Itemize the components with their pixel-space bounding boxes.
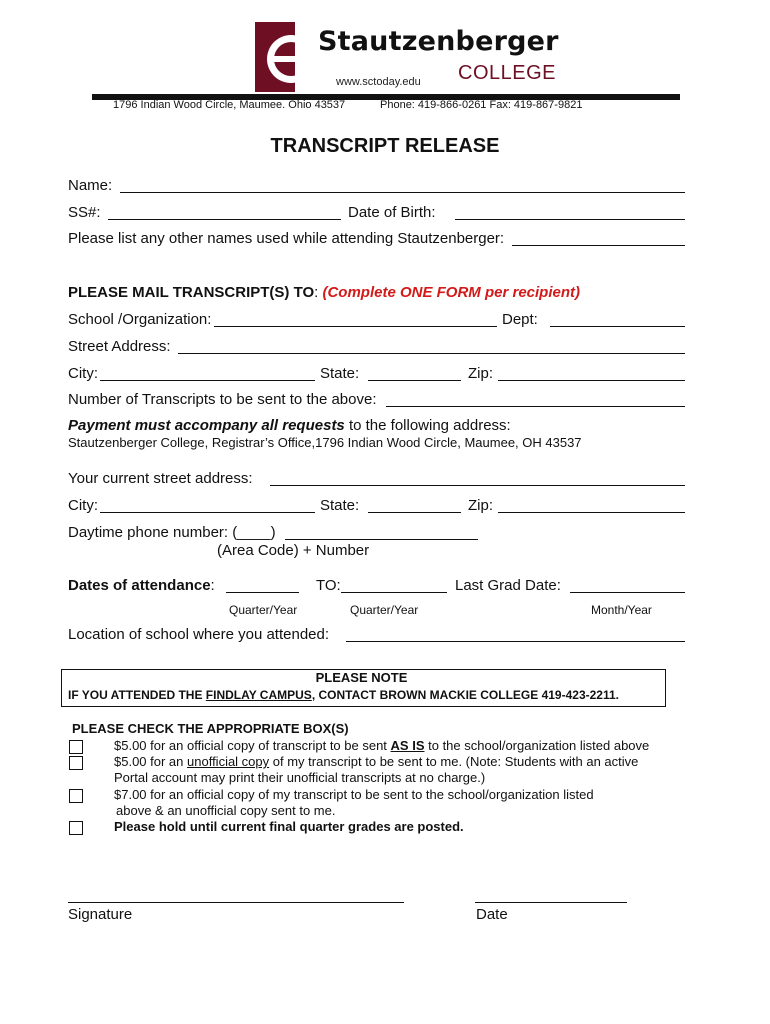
please-note-heading: PLEASE NOTE: [315, 670, 408, 685]
attendance-from-field[interactable]: [226, 592, 299, 593]
last-grad-label: Last Grad Date:: [455, 577, 561, 594]
options-heading: PLEASE CHECK THE APPROPRIATE BOX(S): [72, 721, 349, 736]
page-title: TRANSCRIPT RELEASE: [270, 135, 500, 157]
header-address: 1796 Indian Wood Circle, Maumee. Ohio 43537: [113, 99, 346, 111]
school-label: School /Organization:: [68, 311, 212, 328]
req-city-label: City:: [68, 497, 98, 514]
transcript-count-field[interactable]: [386, 406, 685, 407]
req-state-field[interactable]: [368, 512, 461, 513]
notice-post: , CONTACT BROWN MACKIE COLLEGE 419-423-2211.: [311, 688, 619, 702]
date-field[interactable]: [475, 902, 627, 903]
last-grad-field[interactable]: [570, 592, 685, 593]
name-field[interactable]: [120, 192, 685, 193]
option-3-checkbox[interactable]: [69, 789, 83, 803]
hint-grad: Month/Year: [591, 603, 652, 617]
college-logo-icon: [255, 22, 317, 92]
hint-to: Quarter/Year: [350, 603, 419, 617]
please-note-text: [68, 688, 619, 702]
req-state-label: State:: [320, 497, 360, 514]
current-street-label: Your current street address:: [68, 470, 253, 487]
mail-heading: [68, 284, 580, 301]
date-label: Date: [476, 906, 508, 923]
option-3-line1: $7.00 for an official copy of my transcript to be sent to the school/organization listed: [114, 787, 594, 802]
payment-note: [68, 417, 511, 434]
req-zip-label: Zip:: [468, 497, 494, 514]
attendance-colon: :: [210, 577, 215, 594]
school-field[interactable]: [214, 326, 497, 327]
attendance-label-text: Dates of attendance: [68, 577, 211, 594]
transcript-count-label: Number of Transcripts to be sent to the above:: [68, 391, 377, 408]
zip-label: Zip:: [468, 365, 494, 382]
option-4-checkbox[interactable]: [69, 821, 83, 835]
city-field[interactable]: [100, 380, 315, 381]
other-names-field[interactable]: [512, 245, 685, 246]
signature-label: Signature: [68, 906, 133, 923]
option-1-checkbox[interactable]: [69, 740, 83, 754]
ss-label: SS#:: [68, 204, 101, 221]
dob-field[interactable]: [455, 219, 685, 220]
option-4-text: Please hold until current final quarter grades are posted.: [114, 819, 464, 834]
location-label: Location of school where you attended:: [68, 626, 330, 643]
opt1-post: to the school/organization listed above: [424, 738, 650, 753]
notice-campus: FINDLAY CAMPUS: [205, 688, 312, 702]
attendance-label: [68, 577, 215, 594]
req-zip-field[interactable]: [498, 512, 685, 513]
attendance-to-field[interactable]: [341, 592, 447, 593]
dept-label: Dept:: [502, 311, 538, 328]
opt2-post: of my transcript to be sent to me. (Note: Students with an active: [269, 754, 639, 769]
opt1-emph: AS IS: [390, 738, 425, 753]
zip-field[interactable]: [498, 380, 685, 381]
phone-hint: (Area Code) + Number: [217, 542, 370, 559]
dob-label: Date of Birth:: [348, 204, 436, 221]
payment-emph: Payment must accompany all requests: [68, 417, 345, 434]
opt2-pre: $5.00 for an: [114, 754, 187, 769]
phone-label: Daytime phone number: (____): [68, 524, 276, 541]
dept-field[interactable]: [550, 326, 685, 327]
ss-field[interactable]: [108, 219, 341, 220]
hint-from: Quarter/Year: [229, 603, 298, 617]
mail-heading-text: PLEASE MAIL TRANSCRIPT(S) TO: [68, 284, 315, 301]
signature-field[interactable]: [68, 902, 404, 903]
phone-field[interactable]: [285, 539, 478, 540]
college-name: Stautzenberger: [318, 26, 559, 57]
notice-pre: IF YOU ATTENDED THE: [68, 688, 206, 702]
option-2-text: [114, 754, 638, 769]
name-label: Name:: [68, 177, 113, 194]
header-phone-fax: Phone: 419-866-0261 Fax: 419-867-9821: [380, 99, 583, 111]
street-label: Street Address:: [68, 338, 171, 355]
option-2-line2: Portal account may print their unofficial transcripts at no charge.): [114, 770, 486, 785]
opt2-emph: unofficial copy: [187, 754, 270, 769]
city-label: City:: [68, 365, 98, 382]
attendance-to-label: TO:: [316, 577, 341, 594]
state-label: State:: [320, 365, 360, 382]
option-3-line2: above & an unofficial copy sent to me.: [116, 803, 336, 818]
mail-note: (Complete ONE FORM per recipient): [322, 284, 580, 301]
option-1-text: [114, 738, 649, 753]
current-street-field[interactable]: [270, 485, 685, 486]
website-link[interactable]: www.sctoday.edu: [336, 76, 421, 88]
college-word: COLLEGE: [458, 62, 556, 84]
opt1-pre: $5.00 for an official copy of transcript to be sent: [114, 738, 391, 753]
mail-heading-colon: :: [314, 284, 319, 301]
payment-address: Stautzenberger College, Registrar’s Office,1796 Indian Wood Circle, Maumee, OH 43537: [68, 435, 582, 450]
req-city-field[interactable]: [100, 512, 315, 513]
street-field[interactable]: [178, 353, 685, 354]
other-names-label: Please list any other names used while attending Stautzenberger:: [68, 230, 505, 247]
state-field[interactable]: [368, 380, 461, 381]
payment-rest: to the following address:: [344, 417, 511, 434]
option-2-checkbox[interactable]: [69, 756, 83, 770]
location-field[interactable]: [346, 641, 685, 642]
